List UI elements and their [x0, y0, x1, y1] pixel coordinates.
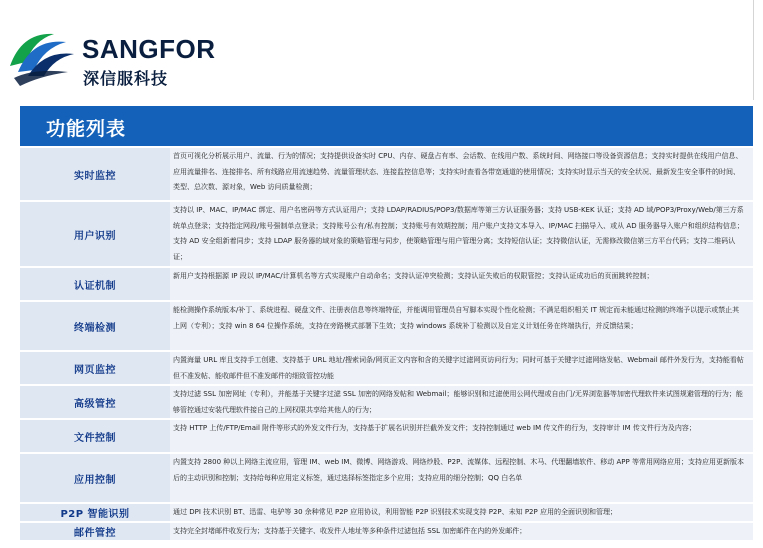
table-row [20, 386, 753, 418]
feature-description: 新用户支持根据源 IP 段以 IP/MAC/计算机名等方式实现账户自动命名；支持认证冲突检测；支持认证失败后的权限管控；支持认证成功后的页面跳转控制； [170, 268, 753, 300]
margin-divider [753, 0, 754, 100]
section-title: 功能列表 [46, 118, 127, 140]
table-row [20, 454, 753, 502]
feature-description: 支持以 IP、MAC、IP/MAC 绑定、用户名密码等方式认证用户；支持 LDAP/RADIUS/POP3/数据库等第三方认证服务器；支持 USB-KEK 认证；支持 AD 域/POP3/Proxy/Web/第三方系统单点登录；支持指定网段/账号强制单点登录；支持账号公有/私有控制；支持账号有效期控制；用户账户支持文本导入、IP/MAC 扫描导入、或从 AD 服务器导入账户和组织结构信息；支持 AD 安全组新着同步；支持 LDAP 服务器的域对象的策略管理与同步，使策略管理与用户管理分离；支持短信认证；支持微信认证，无需修改微信第三方平台代码；支持二维码认证； [170, 202, 753, 266]
feature-description: 支持 HTTP 上传/FTP/Email 附件等形式的外发文件行为，支持基于扩展名识别并拦截外发文件；支持控制通过 web IM 传文件的行为，支持审计 IM 传文件行为及内容； [170, 420, 753, 452]
table-row [20, 268, 753, 300]
sangfor-logo [4, 28, 216, 90]
table-row [20, 302, 753, 350]
feature-label: 高级管控 [20, 386, 170, 418]
feature-label: 文件控制 [20, 420, 170, 452]
feature-label: 应用控制 [20, 454, 170, 502]
table-row [20, 148, 753, 200]
table-row [20, 352, 753, 384]
brand-name-cn: 深信服科技 [83, 69, 169, 88]
feature-description: 通过 DPI 技术识别 BT、迅雷、电驴等 30 余种常见 P2P 应用协议，利用智能 P2P 识别技术实现支持 P2P、未知 P2P 应用的全面识别和管理； [170, 504, 753, 521]
feature-label: 网页监控 [20, 352, 170, 384]
feature-label: 用户识别 [20, 202, 170, 266]
section-header-bar [20, 106, 753, 146]
feature-label: 实时监控 [20, 148, 170, 200]
feature-table [20, 148, 753, 542]
feature-label: 认证机制 [20, 268, 170, 300]
feature-label: 邮件管控 [20, 523, 170, 540]
feature-description: 支持过滤 SSL 加密网址（专利），并能基于关键字过滤 SSL 加密的网络发帖和 Webmail；能够识别和过滤使用公网代理或自由门/无界浏览器等加密代理软件来试图规避管理的行为；能够管控通过安装代理软件接自己的上网权限共享给其他人的行为； [170, 386, 753, 418]
sangfor-logo-mark-icon [4, 28, 78, 88]
feature-description: 能检测操作系统版本/补丁、系统进程、硬盘文件、注册表信息等终端特征，并能调用管理员自写脚本实现个性化检测；不满足组织相关 IT 规定而未能通过检测的终端予以提示或禁止其上网（专利）；支持 win 8 64 位操作系统，支持在旁路模式部署下生效；支持 windows 系统补丁检测以及自定义计划任务在终端执行，并反馈结果； [170, 302, 753, 350]
feature-label: P2P 智能识别 [20, 504, 170, 521]
table-row [20, 420, 753, 452]
feature-description: 首页可视化分析展示用户、流量、行为的情况；支持提供设备实时 CPU、内存、硬盘占有率、会话数、在线用户数、系统时间、网络接口等设备资源信息；支持实时提供在线用户信息、应用流量排名、连接排名、所有线路应用流速趋势、流量管理状态、连接监控信息等；支持实时查看各带宽通道的使用情况；支持实时显示当天的安全状况、最新发生安全事件的时间、类型、总次数、源对象，Web 访问质量检测； [170, 148, 753, 200]
feature-label: 终端检测 [20, 302, 170, 350]
feature-description: 支持完全封堵邮件收发行为；支持基于关键字、收发件人地址等多种条件过滤包括 SSL 加密邮件在内的外发邮件； [170, 523, 753, 540]
table-row [20, 523, 753, 540]
table-row [20, 504, 753, 521]
table-row [20, 202, 753, 266]
feature-description: 内置海量 URL 库且支持手工创建、支持基于 URL 地址/搜索词条/网页正文内容和含的关键字过滤网页访问行为；同时可基于关键字过滤网络发帖、Webmail 邮件外发行为，支持能看帖但不准发帖、能收邮件但不准发邮件的细致管控功能 [170, 352, 753, 384]
feature-description: 内置支持 2800 种以上网络主流应用，管理 IM、web IM、微博、网络游戏、网络炒股、P2P、流媒体、远程控制、木马、代理翻墙软件、移动 APP 等常用网络应用；支持应用更新版本后的主动识别和控制；支持给每种应用定义标签，通过选择标签指定多个应用；支持应用的细分控制；QQ 白名单 [170, 454, 753, 502]
brand-name-en: SANGFOR [82, 34, 216, 64]
